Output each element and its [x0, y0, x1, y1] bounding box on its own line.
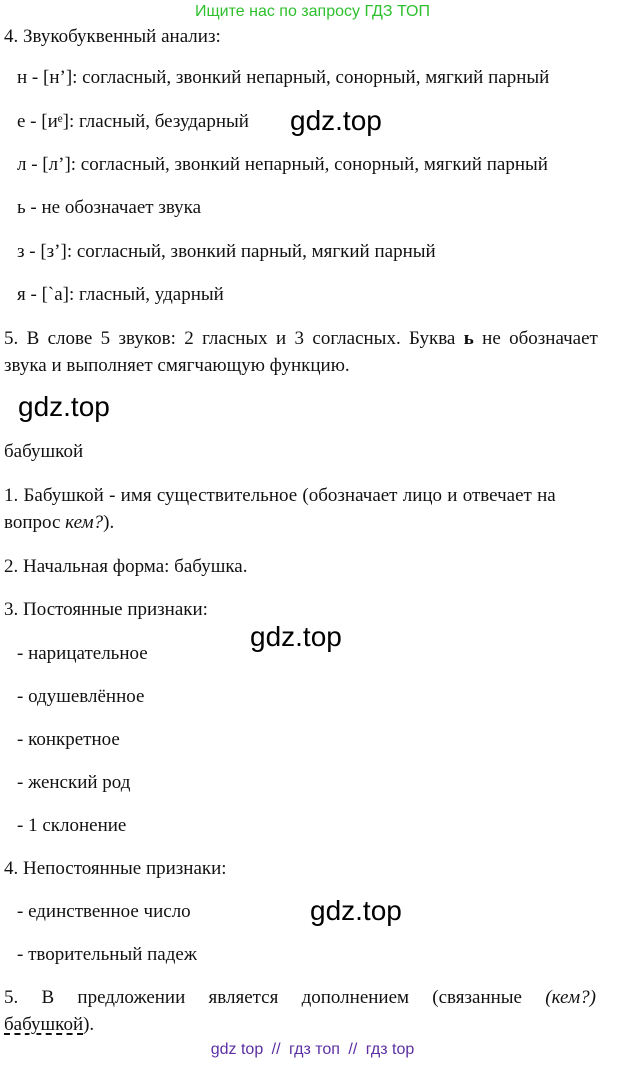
analysis-p2: 2. Начальная форма: бабушка.: [4, 556, 248, 577]
analysis-p5-word: бабушкой: [4, 1014, 84, 1035]
analysis-p3-item: - одушевлённое: [17, 686, 145, 707]
section5-line2: звука и выполняет смягчающую функцию.: [4, 355, 350, 376]
footer-link-gdz-top-mixed[interactable]: гдз top: [365, 1041, 415, 1058]
analysis-p4-item: - творительный падеж: [17, 944, 197, 965]
watermark: gdz.top: [18, 391, 110, 422]
analysis-p3-item: - 1 склонение: [17, 815, 127, 836]
sound-row: ь - не обозначает звука: [17, 197, 202, 218]
section5-text-a: 5. В слове 5 звуков: 2 гласных и 3 согласных. Буква: [4, 328, 456, 349]
analysis-p3: 3. Постоянные признаки:: [4, 599, 208, 620]
footer-link-gdz-top[interactable]: gdz top: [210, 1041, 264, 1058]
analysis-p3-item: - женский род: [17, 772, 131, 793]
footer-link-gdz-top-ru[interactable]: гдз топ: [289, 1041, 340, 1058]
analysis-p4-item: - единственное число: [17, 901, 191, 922]
analysis-p5-question: (кем?): [545, 987, 596, 1008]
sound-row: л - [л’]: согласный, звонкий непарный, сонорный, мягкий парный: [17, 154, 548, 175]
word-heading: бабушкой: [4, 441, 84, 462]
footer-separator: //: [348, 1041, 358, 1058]
sound-row: е - [иᵉ]: гласный, безударный: [17, 111, 249, 132]
analysis-p3-item: - конкретное: [17, 729, 120, 750]
soft-sign-letter: ь: [463, 328, 474, 349]
analysis-p1-line2: [4, 512, 114, 534]
watermark: gdz.top: [290, 105, 382, 136]
section4-title: 4. Звукобуквенный анализ:: [4, 26, 221, 47]
footer-links: [0, 1041, 625, 1059]
analysis-p4: 4. Непостоянные признаки:: [4, 858, 227, 879]
analysis-p1-text: вопрос: [4, 512, 61, 533]
analysis-p1-question: кем?: [65, 512, 104, 533]
analysis-p1-line1: 1. Бабушкой - имя существительное (обозначает лицо и отвечает на: [4, 485, 556, 506]
analysis-p5-line2: [4, 1014, 94, 1036]
watermark: gdz.top: [250, 621, 342, 652]
analysis-p5-text: 5. В предложении является дополнением (связанные: [4, 987, 522, 1008]
header-ad-link[interactable]: Ищите нас по запросу ГДЗ ТОП: [195, 3, 430, 20]
analysis-p5-line1: [4, 987, 596, 1009]
analysis-p3-item: - нарицательное: [17, 643, 148, 664]
section5-text-b: не обозначает: [482, 328, 598, 349]
analysis-p1-end: ).: [103, 512, 115, 533]
sound-row: я - [`а]: гласный, ударный: [17, 284, 224, 305]
sound-row: з - [з’]: согласный, звонкий парный, мягкий парный: [17, 241, 436, 262]
analysis-p5-end: ).: [83, 1014, 95, 1035]
watermark: gdz.top: [310, 895, 402, 926]
sound-row: н - [н’]: согласный, звонкий непарный, сонорный, мягкий парный: [17, 67, 550, 88]
section5-line1: [4, 328, 598, 350]
footer-separator: //: [271, 1041, 281, 1058]
